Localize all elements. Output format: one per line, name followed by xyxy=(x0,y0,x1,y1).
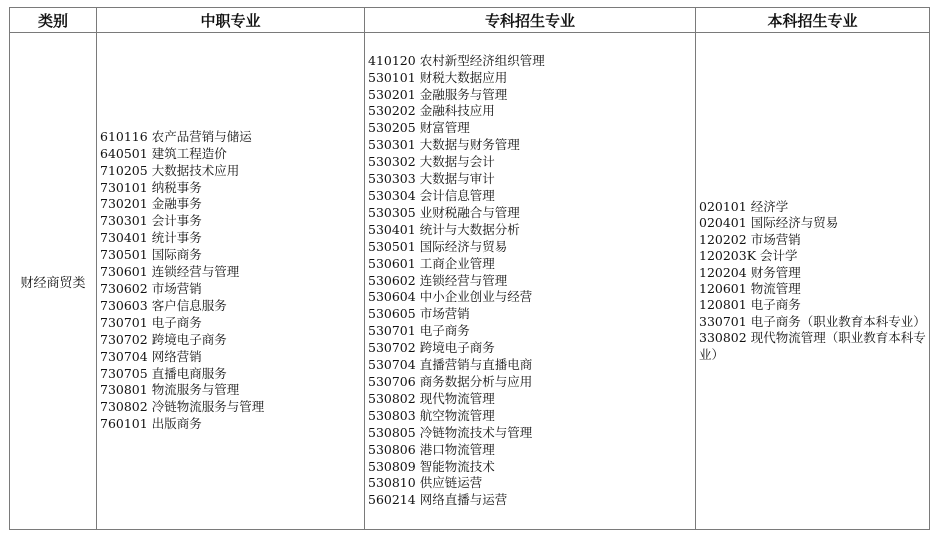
list-item: 530401 统计与大数据分析 xyxy=(368,221,520,237)
list-item: 530602 连锁经营与管理 xyxy=(368,272,508,288)
header-row xyxy=(10,8,930,33)
list-item: 730601 连锁经营与管理 xyxy=(100,264,240,280)
list-item: 730501 国际商务 xyxy=(100,247,202,263)
list-item: 640501 建筑工程造价 xyxy=(100,145,227,161)
list-item: 730701 电子商务 xyxy=(100,314,202,330)
list-item: 530601 工商企业管理 xyxy=(368,255,495,271)
list-item: 730301 会计事务 xyxy=(100,213,202,229)
list-item: 020401 国际经济与贸易 xyxy=(699,215,839,231)
secondary-majors-list xyxy=(100,129,361,433)
header-category: 类别 xyxy=(10,8,97,33)
list-item: 760101 出版商务 xyxy=(100,416,202,432)
list-item: 730704 网络营销 xyxy=(100,348,202,364)
list-item: 530701 电子商务 xyxy=(368,323,470,339)
list-item: 530806 港口物流管理 xyxy=(368,441,495,457)
list-item: 530810 供应链运营 xyxy=(368,475,483,491)
list-item: 530704 直播营销与直播电商 xyxy=(368,357,533,373)
list-item: 410120 农村新型经济组织管理 xyxy=(368,52,545,68)
list-item: 120203K 会计学 xyxy=(699,248,798,264)
list-item: 730801 物流服务与管理 xyxy=(100,382,240,398)
list-item: 020101 经济学 xyxy=(699,198,789,214)
list-item: 120601 物流管理 xyxy=(699,281,801,296)
list-item: 730802 冷链物流服务与管理 xyxy=(100,399,265,415)
list-item: 530302 大数据与会计 xyxy=(368,154,495,170)
list-item: 610116 农产品营销与储运 xyxy=(100,128,252,144)
list-item: 530101 财税大数据应用 xyxy=(368,69,508,85)
list-item: 730602 市场营销 xyxy=(100,281,202,296)
bachelor-majors-cell xyxy=(696,33,930,530)
table-row xyxy=(10,33,930,530)
bachelor-majors-list xyxy=(699,199,926,363)
major-table xyxy=(9,7,930,530)
list-item: 530702 跨境电子商务 xyxy=(368,340,495,356)
list-item: 530805 冷链物流技术与管理 xyxy=(368,424,533,440)
vocational-majors-cell xyxy=(365,33,696,530)
list-item: 730101 纳税事务 xyxy=(100,179,202,195)
list-item: 530304 会计信息管理 xyxy=(368,188,495,204)
list-item: 530201 金融服务与管理 xyxy=(368,86,508,102)
list-item: 530605 市场营销 xyxy=(368,306,470,322)
list-item: 120801 电子商务 xyxy=(699,297,801,313)
list-item: 560214 网络直播与运营 xyxy=(368,492,508,508)
list-item: 530305 业财税融合与管理 xyxy=(368,204,520,220)
list-item: 530706 商务数据分析与应用 xyxy=(368,373,533,389)
list-item: 730201 金融事务 xyxy=(100,196,202,212)
list-item: 530501 国际经济与贸易 xyxy=(368,238,508,254)
list-item: 730401 统计事务 xyxy=(100,230,202,246)
list-item: 710205 大数据技术应用 xyxy=(100,162,240,178)
list-item: 530809 智能物流技术 xyxy=(368,458,495,474)
list-item: 120202 市场营销 xyxy=(699,231,801,247)
list-item: 120204 财务管理 xyxy=(699,264,801,280)
list-item: 330802 现代物流管理（职业教育本科专业） xyxy=(699,330,926,362)
header-vocational-majors: 专科招生专业 xyxy=(365,8,696,33)
list-item: 730705 直播电商服务 xyxy=(100,365,227,381)
header-bachelor-majors: 本科招生专业 xyxy=(696,8,930,33)
list-item: 530202 金融科技应用 xyxy=(368,103,495,119)
list-item: 530802 现代物流管理 xyxy=(368,390,495,406)
list-item: 530301 大数据与财务管理 xyxy=(368,137,520,153)
list-item: 330701 电子商务（职业教育本科专业） xyxy=(699,313,926,329)
vocational-majors-list xyxy=(368,53,692,509)
list-item: 530604 中小企业创业与经营 xyxy=(368,289,533,305)
list-item: 730702 跨境电子商务 xyxy=(100,331,227,347)
list-item: 530303 大数据与审计 xyxy=(368,171,495,187)
secondary-majors-cell xyxy=(97,33,365,530)
category-cell: 财经商贸类 xyxy=(10,33,97,530)
list-item: 530803 航空物流管理 xyxy=(368,407,495,423)
header-secondary-majors: 中职专业 xyxy=(97,8,365,33)
list-item: 530205 财富管理 xyxy=(368,120,470,136)
list-item: 730603 客户信息服务 xyxy=(100,297,227,313)
